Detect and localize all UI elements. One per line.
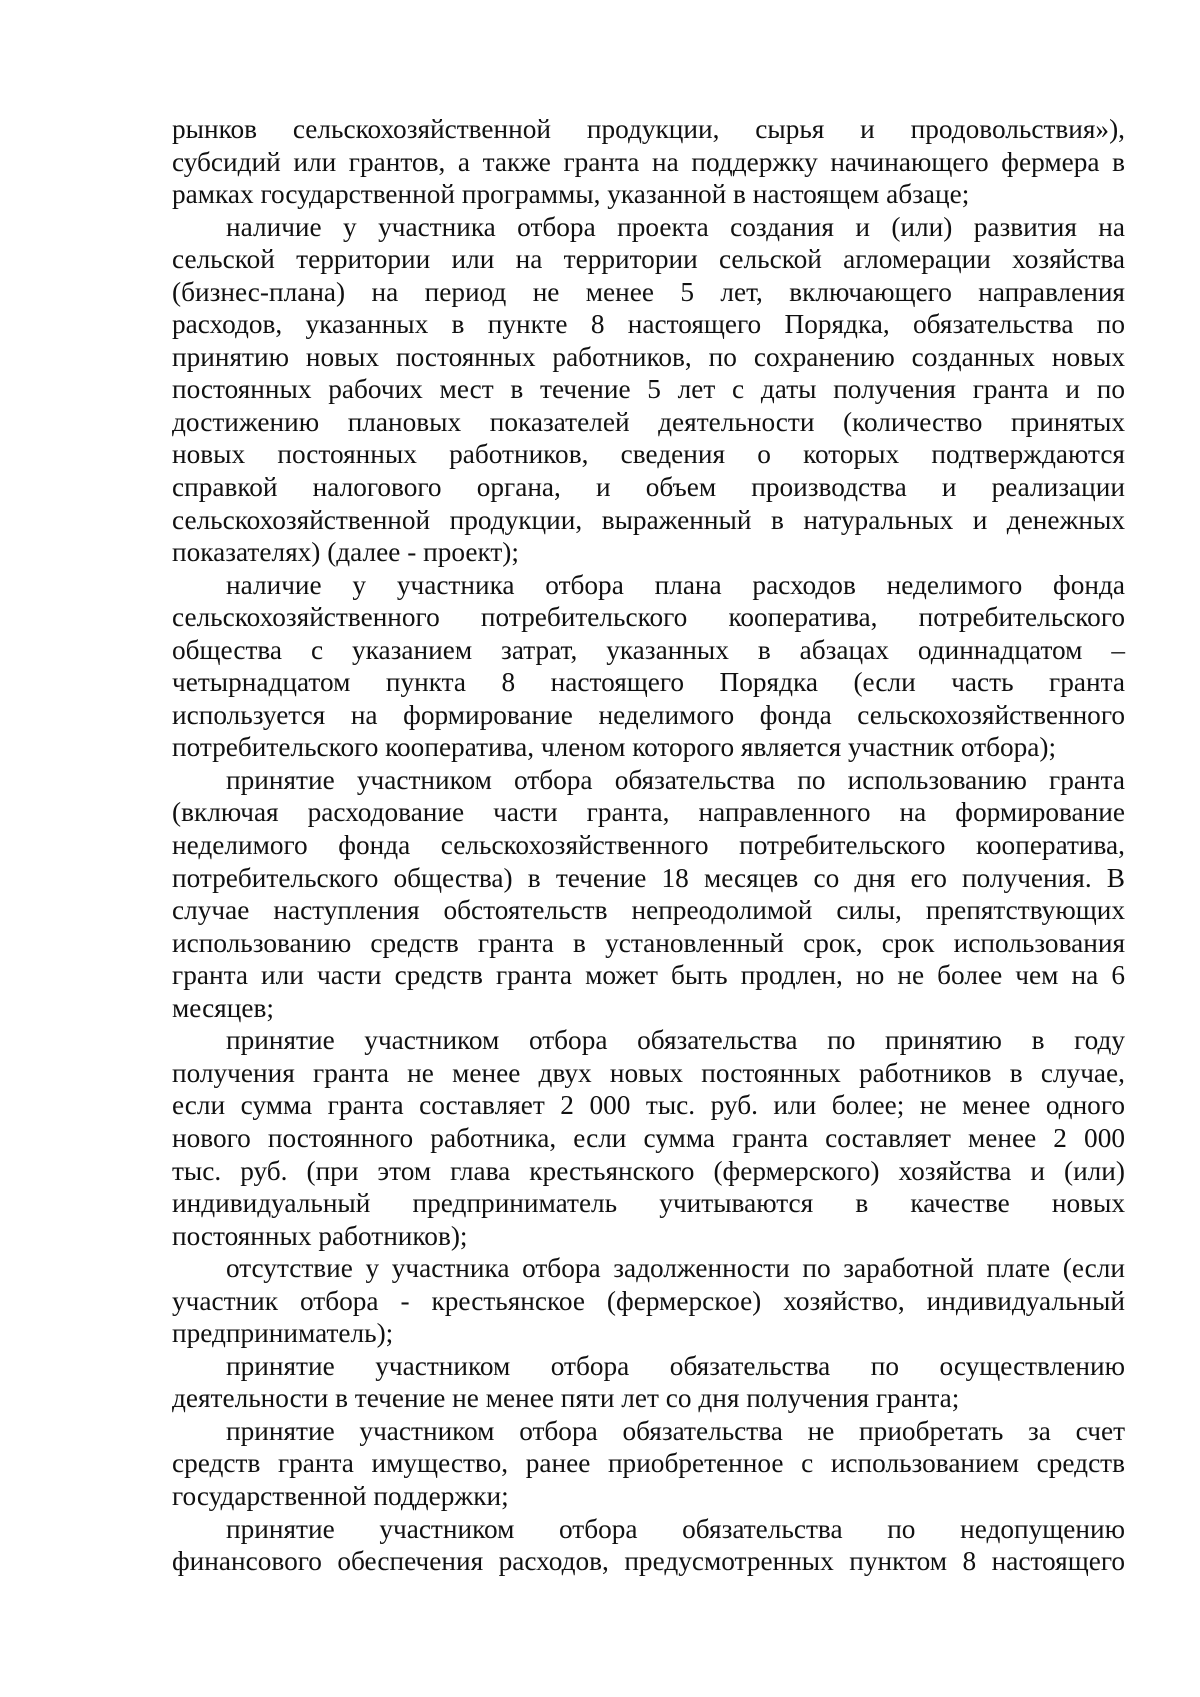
text-line: сельской территории или на территории сельской агломерации хозяйства [172,244,1125,275]
paragraph [172,113,1125,211]
text-line: постоянных рабочих мест в течение 5 лет с даты получения гранта и по [172,374,1125,405]
text-line: показателях) (далее - проект); [172,537,519,568]
text-line: справкой налогового органа, и объем производства и реализации [172,472,1125,503]
text-line: индивидуальный предприниматель учитываются в качестве новых [172,1188,1125,1219]
paragraph [172,569,1125,764]
text-line: достижению плановых показателей деятельности (количество принятых [172,406,1125,437]
text-line: получения гранта не менее двух новых постоянных работников в случае, [172,1057,1125,1088]
text-line: потребительского кооператива, членом которого является участник отбора); [172,732,1057,763]
paragraph [172,1024,1125,1252]
text-line: рамках государственной программы, указанной в настоящем абзаце; [172,179,970,210]
paragraph [172,1350,1125,1415]
text-line: гранта или части средств гранта может быть продлен, но не более чем на 6 [172,960,1125,991]
text-line: тыс. руб. (при этом глава крестьянского (фермерского) хозяйства и (или) [172,1155,1125,1186]
text-line: расходов, указанных в пункте 8 настоящего Порядка, обязательства по [172,309,1125,340]
text-line: государственной поддержки; [172,1480,509,1511]
text-line: принятие участником отбора обязательства не приобретать за счет [226,1415,1125,1446]
text-line: финансового обеспечения расходов, предусмотренных пунктом 8 настоящего [172,1546,1125,1577]
text-line: сельскохозяйственного потребительского кооператива, потребительского [172,602,1125,633]
text-line: (бизнес-плана) на период не менее 5 лет, включающего направления [172,276,1125,307]
paragraph [172,211,1125,569]
paragraph [172,1513,1125,1578]
text-line: сельскохозяйственной продукции, выраженный в натуральных и денежных [172,504,1125,535]
text-line: неделимого фонда сельскохозяйственного потребительского кооператива, [172,830,1125,861]
document-body [172,113,1125,1578]
text-line: принятие участником отбора обязательства по принятию в году [226,1025,1125,1056]
text-line: принятие участником отбора обязательства по осуществлению [226,1350,1125,1381]
text-line: общества с указанием затрат, указанных в абзацах одиннадцатом – [172,634,1125,665]
text-line: четырнадцатом пункта 8 настоящего Порядка (если часть гранта [172,667,1125,698]
text-line: субсидий или грантов, а также гранта на поддержку начинающего фермера в [172,146,1125,177]
text-line: используется на формирование неделимого фонда сельскохозяйственного [172,699,1125,730]
text-line: наличие у участника отбора проекта создания и (или) развития на [226,211,1125,242]
paragraph [172,1415,1125,1513]
text-line: использованию средств гранта в установленный срок, срок использования [172,927,1125,958]
paragraph [172,764,1125,1024]
text-line: деятельности в течение не менее пяти лет со дня получения гранта; [172,1383,960,1414]
text-line: новых постоянных работников, сведения о которых подтверждаются [172,439,1125,470]
text-line: нового постоянного работника, если сумма гранта составляет менее 2 000 [172,1122,1125,1153]
text-line: месяцев; [172,992,274,1023]
text-line: рынков сельскохозяйственной продукции, сырья и продовольствия»), [172,114,1125,144]
text-line: участник отбора - крестьянское (фермерское) хозяйство, индивидуальный [172,1285,1125,1316]
text-line: средств гранта имущество, ранее приобретенное с использованием средств [172,1448,1125,1479]
text-line: принятие участником отбора обязательства по недопущению [226,1513,1125,1544]
text-line: наличие у участника отбора плана расходов неделимого фонда [226,569,1125,600]
text-line: принятие участником отбора обязательства по использованию гранта [226,764,1125,795]
text-line: постоянных работников); [172,1220,468,1251]
paragraph [172,1252,1125,1350]
text-line: (включая расходование части гранта, направленного на формирование [172,797,1125,828]
text-line: случае наступления обстоятельств непреодолимой силы, препятствующих [172,895,1125,926]
text-line: принятию новых постоянных работников, по сохранению созданных новых [172,341,1125,372]
text-line: отсутствие у участника отбора задолженности по заработной плате (если [226,1253,1125,1284]
text-line: потребительского общества) в течение 18 месяцев со дня его получения. В [172,862,1125,893]
text-line: если сумма гранта составляет 2 000 тыс. руб. или более; не менее одного [172,1090,1125,1121]
text-line: предприниматель); [172,1318,394,1349]
